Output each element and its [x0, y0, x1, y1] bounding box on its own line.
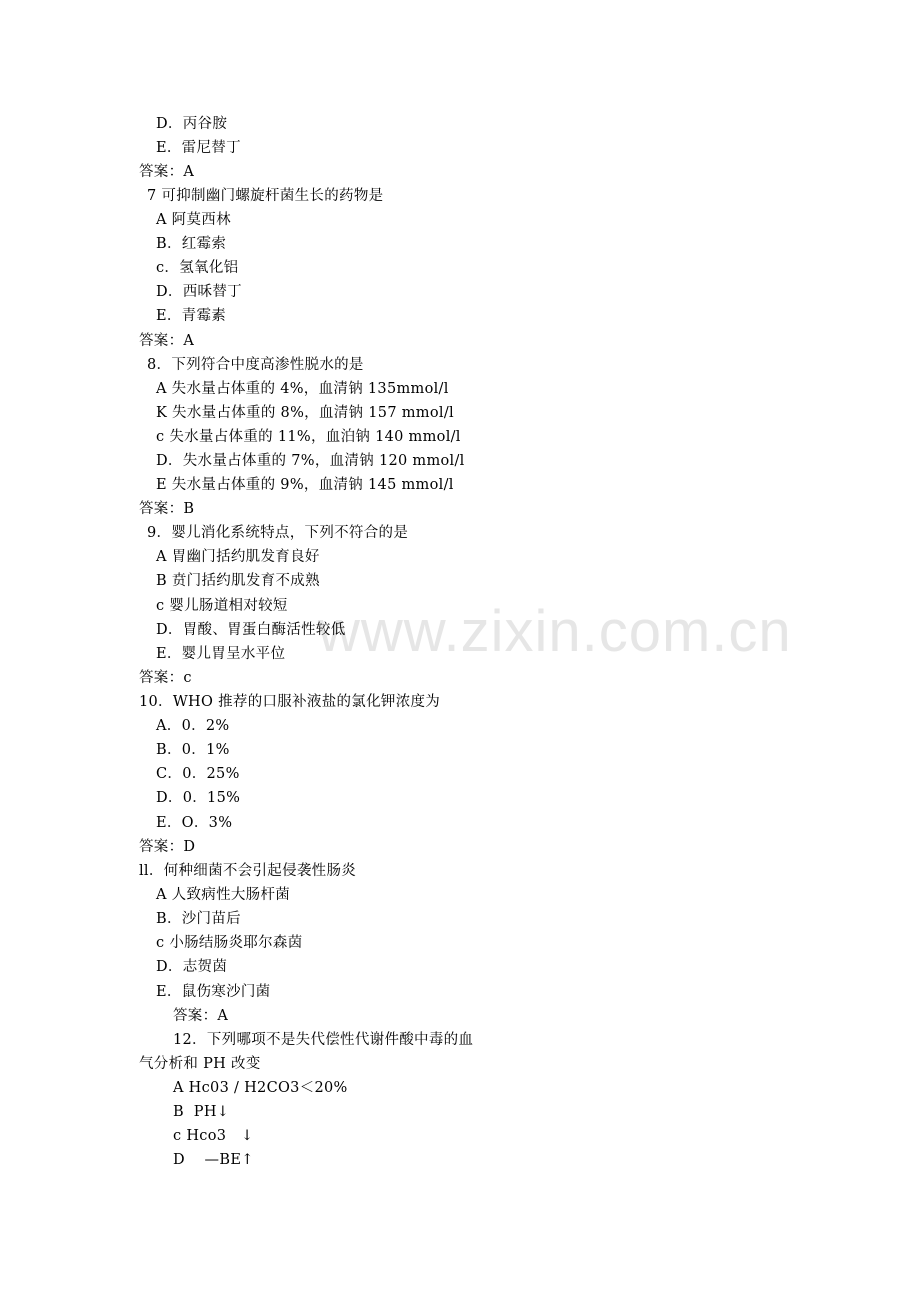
- option-7d: D．西咊替丁: [156, 284, 242, 300]
- option-7b: B．红霉索: [156, 236, 227, 252]
- option-11d: D．志贺茵: [156, 959, 228, 975]
- option-12b: B PH↓: [173, 1104, 230, 1120]
- question-7: 7 可抑制幽门螺旋杆菌生长的药物是: [147, 188, 384, 204]
- option-10b: B．0．1%: [156, 742, 230, 758]
- option-8d: D．失水量占体重的 7%，血清钠 120 mmol/l: [156, 453, 465, 469]
- option-8c: c 失水量占体重的 11%，血泊钠 140 mmol/l: [156, 429, 461, 445]
- answer-10: 答案：D: [139, 839, 196, 855]
- option-9d: D．胃酸、胃蛋白酶活性较低: [156, 622, 346, 638]
- option-7a: A 阿莫西林: [156, 212, 231, 228]
- option-6e: E．雷尼替丁: [156, 140, 241, 156]
- option-10c: C．0．25%: [156, 766, 240, 782]
- option-11b: B．沙门苗后: [156, 911, 241, 927]
- option-9a: A 胃幽门括约肌发育良好: [156, 549, 320, 565]
- answer-11: 答案：A: [173, 1008, 229, 1024]
- watermark: www.zixin.com.cn: [318, 599, 792, 664]
- option-7c: c．氢氧化铝: [156, 260, 239, 276]
- question-12-continued: 气分析和 PH 改变: [139, 1056, 261, 1072]
- option-11e: E．鼠伤寒沙门菌: [156, 984, 271, 1000]
- option-10e: E．O．3%: [156, 815, 233, 831]
- option-12d: D —BE↑: [173, 1152, 254, 1168]
- answer-6: 答案：A: [139, 164, 195, 180]
- question-8: 8．下列符合中度高渗性脱水的是: [147, 357, 364, 373]
- option-9c: c 婴儿肠道相对较短: [156, 598, 288, 614]
- option-11a: A 人致病性大肠杆菌: [156, 887, 291, 903]
- answer-7: 答案：A: [139, 333, 195, 349]
- option-12a: A Hc03 / H2CO3＜20%: [173, 1080, 348, 1096]
- option-8e: E 失水量占体重的 9%，血清钠 145 mmol/l: [156, 477, 454, 493]
- option-10a: A．0．2%: [156, 718, 230, 734]
- answer-8: 答案：B: [139, 501, 195, 517]
- question-10: 10．WHO 推荐的口服补液盐的氯化钾浓度为: [139, 694, 441, 710]
- option-8a: A 失水量占体重的 4%，血清钠 135mmol/l: [156, 381, 449, 397]
- option-10d: D．0．15%: [156, 790, 241, 806]
- option-8k: K 失水量占体重的 8%，血清钠 157 mmol/l: [156, 405, 454, 421]
- question-11: ll．何种细菌不会引起侵袭性肠炎: [139, 863, 357, 879]
- option-11c: c 小肠结肠炎耶尔森茵: [156, 935, 303, 951]
- option-9b: B 贲门括约肌发育不成熟: [156, 573, 320, 589]
- question-12: 12．下列哪项不是失代偿性代谢件酸中毒的血: [173, 1032, 474, 1048]
- question-9: 9．婴儿消化系统特点，下列不符合的是: [147, 525, 409, 541]
- option-6d: D．丙谷胺: [156, 116, 228, 132]
- answer-9: 答案：c: [139, 670, 192, 686]
- option-9e: E．婴儿胃呈水平位: [156, 646, 286, 662]
- option-12c: c Hco3 ↓: [173, 1128, 254, 1144]
- option-7e: E．青霉素: [156, 308, 227, 324]
